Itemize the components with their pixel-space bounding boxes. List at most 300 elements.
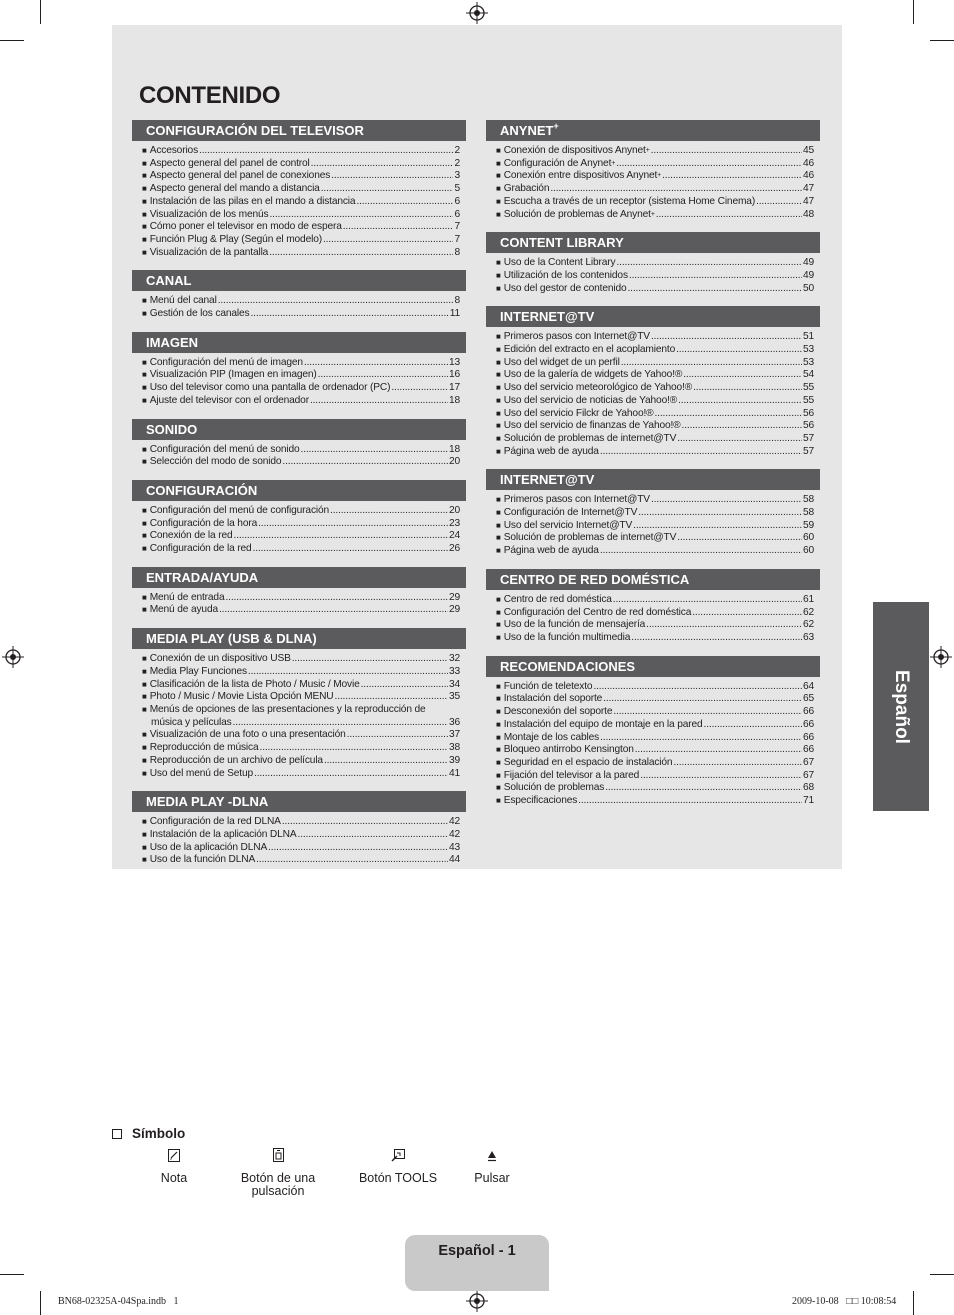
toc-entry: ■ Configuración de la red ..... 26 [132, 543, 466, 556]
page-number: 57 [802, 445, 814, 457]
toc-entry: ■ Instalación del equipo de montaje en la pared ..... 66 [486, 719, 820, 732]
square-bullet-icon: ■ [142, 196, 147, 206]
dot-leader [335, 691, 448, 704]
toc-entry: ■ Función Plug & Play (Según el modelo) ..... 7 [132, 234, 466, 247]
toc-section [486, 306, 820, 458]
dot-leader [613, 706, 802, 719]
page-number: 47 [802, 183, 814, 195]
dot-leader [600, 446, 802, 459]
page-number: 37 [448, 729, 460, 741]
page-number: 42 [448, 816, 460, 828]
symbol-label: Nota [160, 1171, 188, 1185]
section-heading: RECOMENDACIONES [486, 656, 820, 677]
square-bullet-icon: ■ [496, 332, 501, 342]
page-number: 38 [448, 742, 460, 754]
print-file-info: BN68-02325A-04Spa.indb 1 [58, 1296, 179, 1307]
dot-leader [635, 744, 802, 757]
page-number: 7 [454, 233, 460, 245]
square-bullet-icon: ■ [142, 679, 147, 689]
page-number: 2 [454, 157, 460, 169]
symbol-tools [355, 1147, 441, 1185]
toc-entry: ■ Uso de la aplicación DLNA ..... 43 [132, 842, 466, 855]
toc-entry-continuation: música y películas ..... 36 [132, 717, 466, 730]
toc-entry: ■ Instalación de las pilas en el mando a distancia ..... 6 [132, 196, 466, 209]
dot-leader [282, 816, 448, 829]
square-bullet-icon: ■ [496, 732, 501, 742]
toc-section [486, 232, 820, 295]
square-bullet-icon: ■ [496, 719, 501, 729]
dot-leader [233, 717, 448, 730]
square-bullet-icon: ■ [496, 770, 501, 780]
page-number: 56 [802, 407, 814, 419]
toc-entry: ■ Fijación del televisor a la pared ..... 67 [486, 770, 820, 783]
dot-leader [600, 732, 802, 745]
page-number: 33 [448, 665, 460, 677]
registration-mark-icon [466, 1290, 488, 1312]
square-bullet-icon: ■ [496, 370, 501, 380]
square-bullet-icon: ■ [142, 146, 147, 155]
toc-entry: ■ Cómo poner el televisor en modo de espera ..... 7 [132, 221, 466, 234]
dot-leader [621, 357, 802, 370]
square-bullet-icon: ■ [142, 692, 147, 702]
toc-section [486, 656, 820, 808]
dot-leader [651, 145, 802, 158]
toc-entry: ■ Página web de ayuda ..... 60 [486, 545, 820, 558]
square-bullet-icon: ■ [496, 171, 501, 181]
symbol-one-touch [233, 1147, 323, 1198]
dot-leader [629, 270, 802, 283]
page-number: 63 [802, 631, 814, 643]
toc-entry: ■ Conexión de un dispositivo USB ..... 32 [132, 653, 466, 666]
square-bullet-icon: ■ [142, 855, 147, 865]
square-bullet-icon: ■ [142, 296, 147, 306]
toc-entry: ■ Aspecto general del panel de conexiones ..... 3 [132, 170, 466, 183]
toc-section [132, 791, 466, 867]
toc-entry: ■ Ajuste del televisor con el ordenador ..... 18 [132, 395, 466, 408]
square-bullet-icon: ■ [496, 546, 501, 556]
square-bullet-icon: ■ [496, 421, 501, 431]
crop-mark [913, 1291, 914, 1315]
dot-leader [269, 247, 453, 260]
square-bullet-icon: ■ [142, 222, 147, 232]
toc-entry: ■ Visualización PIP (Imagen en imagen) ..... 16 [132, 369, 466, 382]
toc-entry: ■ Configuración de Internet@TV ..... 58 [486, 507, 820, 520]
toc-entry: ■ Accesorios ..... 2 [132, 145, 466, 158]
toc-entry: ■ Edición del extracto en el acoplamiento ..... 53 [486, 344, 820, 357]
page-number: 56 [802, 420, 814, 432]
square-bullet-icon: ■ [142, 171, 147, 181]
toc-entry: ■ Conexión entre dispositivos Anynet + ..... 46 [486, 170, 820, 183]
page-number: 58 [802, 494, 814, 506]
dot-leader [646, 619, 802, 632]
page-number: 26 [448, 543, 460, 555]
crop-mark [40, 0, 41, 24]
square-bullet-icon: ■ [142, 592, 147, 602]
toc-entry: ■ Conexión de dispositivos Anynet + ..... 45 [486, 145, 820, 158]
note-icon [168, 1149, 180, 1162]
toc-entry: ■ Uso del widget de un perfil ..... 53 [486, 357, 820, 370]
toc-entry: ■ Configuración de la red DLNA ..... 42 [132, 816, 466, 829]
toc-entry: ■ Uso de la función DLNA ..... 44 [132, 854, 466, 867]
dot-leader [678, 395, 802, 408]
page-number: 57 [802, 432, 814, 444]
page-number: 67 [802, 756, 814, 768]
toc-entry: ■ Uso del servicio Filckr de Yahoo!® ..... 56 [486, 408, 820, 421]
page-title: CONTENIDO [139, 82, 281, 109]
square-bullet-icon: ■ [142, 518, 147, 528]
square-bullet-icon: ■ [496, 694, 501, 704]
square-bullet-icon: ■ [496, 632, 501, 642]
page-number: 58 [802, 507, 814, 519]
toc-section [486, 120, 820, 221]
toc-entry: ■ Uso de la función de mensajería ..... 62 [486, 619, 820, 632]
square-bullet-icon: ■ [142, 743, 147, 753]
toc-entry: ■ Uso de la función multimedia ..... 63 [486, 632, 820, 645]
page-number: 59 [802, 519, 814, 531]
page-number: 62 [802, 619, 814, 631]
page-number: 55 [802, 394, 814, 406]
toc-entry: ■ Menú de entrada ..... 29 [132, 592, 466, 605]
toc-entry: ■ Especificaciones ..... 71 [486, 795, 820, 808]
toc-entry: ■ Aspecto general del panel de control ..... 2 [132, 158, 466, 171]
section-heading: SONIDO [132, 419, 466, 440]
page-number: 64 [802, 680, 814, 692]
page-number: 61 [802, 593, 814, 605]
page-number: 2 [454, 145, 460, 156]
toc-entry: ■ Función de teletexto ..... 64 [486, 681, 820, 694]
dot-leader [683, 369, 802, 382]
page-number: 42 [448, 828, 460, 840]
toc-entry: ■ Conexión de la red ..... 24 [132, 530, 466, 543]
square-bullet-icon: ■ [142, 730, 147, 740]
section-heading: CENTRO DE RED DOMÉSTICA [486, 569, 820, 590]
toc-entry: ■ Visualización de los menús ..... 6 [132, 209, 466, 222]
toc-left-column [132, 120, 466, 878]
square-bullet-icon: ■ [496, 594, 501, 604]
dot-leader [292, 653, 448, 666]
dot-leader [331, 170, 453, 183]
page-number: 44 [448, 854, 460, 866]
dot-leader [677, 532, 802, 545]
page-number: 49 [802, 257, 814, 269]
dot-leader [692, 607, 802, 620]
dot-leader [356, 196, 453, 209]
dot-leader [640, 770, 802, 783]
crop-mark [40, 1291, 41, 1315]
toc-entry: ■ Montaje de los cables ..... 66 [486, 732, 820, 745]
section-heading: CONTENT LIBRARY [486, 232, 820, 253]
square-bullet-icon: ■ [496, 508, 501, 518]
page-number: 32 [448, 653, 460, 665]
dot-leader [218, 295, 454, 308]
section-heading: MEDIA PLAY (USB & DLNA) [132, 628, 466, 649]
toc-right-column [486, 120, 820, 819]
dot-leader [600, 545, 802, 558]
dot-leader [268, 842, 448, 855]
toc-entry: ■ Seguridad en el espacio de instalación ..... 67 [486, 757, 820, 770]
square-bullet-icon: ■ [496, 283, 501, 293]
section-heading: ANYNET+ [486, 120, 820, 141]
square-bullet-icon: ■ [496, 533, 501, 543]
section-heading: INTERNET@TV [486, 306, 820, 327]
square-bullet-icon: ■ [142, 247, 147, 257]
toc-entry: ■ Configuración del Centro de red doméstica ..... 62 [486, 607, 820, 620]
square-bullet-icon: ■ [496, 607, 501, 617]
toc-entry: ■ Visualización de una foto o una presentación ..... 37 [132, 729, 466, 742]
toc-section [132, 419, 466, 469]
page-number: 7 [454, 221, 460, 233]
toc-entry: ■ Uso de la Content Library ..... 49 [486, 257, 820, 270]
page-number: 55 [802, 382, 814, 394]
page-number: 3 [454, 170, 460, 182]
page-number: 43 [448, 841, 460, 853]
dot-leader [260, 742, 448, 755]
toc-entry: ■ Uso del servicio de noticias de Yahoo!® ..... 55 [486, 395, 820, 408]
dot-leader [633, 520, 802, 533]
toc-entry: ■ Uso de la galería de widgets de Yahoo!® ..... 54 [486, 369, 820, 382]
page-number: 66 [802, 718, 814, 730]
square-bullet-icon: ■ [496, 408, 501, 418]
page-number: 18 [448, 443, 460, 455]
square-bullet-icon: ■ [496, 495, 501, 505]
square-bullet-icon: ■ [142, 383, 147, 393]
toc-entry: ■ Solución de problemas ..... 68 [486, 782, 820, 795]
dot-leader [693, 382, 802, 395]
toc-entry: ■ Primeros pasos con Internet@TV ..... 58 [486, 494, 820, 507]
page-number: 41 [448, 767, 460, 779]
symbol-label: Pulsar [474, 1171, 510, 1185]
registration-mark-icon [930, 646, 952, 668]
dot-leader [324, 755, 448, 768]
square-bullet-icon: ■ [142, 605, 147, 615]
dot-leader [550, 183, 802, 196]
toc-section [486, 569, 820, 645]
page-number: 46 [802, 157, 814, 169]
dot-leader [253, 543, 448, 556]
page-number: 23 [448, 517, 460, 529]
page-number: 50 [802, 282, 814, 294]
checkbox-bullet-icon [112, 1129, 122, 1139]
square-bullet-icon: ■ [496, 158, 501, 168]
page-number: 66 [802, 706, 814, 718]
section-heading: MEDIA PLAY -DLNA [132, 791, 466, 812]
toc-entry: ■ Media Play Funciones ..... 33 [132, 666, 466, 679]
dot-leader [248, 666, 448, 679]
page-number: 60 [802, 532, 814, 544]
dot-leader [656, 209, 802, 222]
dot-leader [673, 757, 802, 770]
language-tab-label: Español [891, 669, 912, 744]
dot-leader [347, 729, 448, 742]
page-number: 29 [448, 591, 460, 603]
dot-leader [250, 308, 448, 321]
dot-leader [361, 679, 448, 692]
section-heading: CANAL [132, 270, 466, 291]
toc-entry: ■ Aspecto general del mando a distancia ..... 5 [132, 183, 466, 196]
page-number: 62 [802, 606, 814, 618]
toc-entry: ■ Primeros pasos con Internet@TV ..... 51 [486, 331, 820, 344]
square-bullet-icon: ■ [496, 357, 501, 367]
square-bullet-icon: ■ [496, 345, 501, 355]
square-bullet-icon: ■ [496, 383, 501, 393]
dot-leader [603, 693, 802, 706]
toc-entry: ■ Configuración del menú de imagen ..... 13 [132, 357, 466, 370]
page-number: 45 [802, 145, 814, 156]
square-bullet-icon: ■ [142, 768, 147, 778]
square-bullet-icon: ■ [142, 457, 147, 467]
dot-leader [676, 344, 802, 357]
square-bullet-icon: ■ [142, 209, 147, 219]
toc-entry: ■ Desconexión del soporte ..... 66 [486, 706, 820, 719]
square-bullet-icon: ■ [142, 234, 147, 244]
symbol-label: Botón de una [240, 1171, 316, 1185]
square-bullet-icon: ■ [142, 184, 147, 194]
page-number: 20 [448, 504, 460, 516]
page-number: 66 [802, 731, 814, 743]
page-number: 20 [448, 456, 460, 468]
toc-entry: ■ Clasificación de la lista de Photo / Music / Movie ..... 34 [132, 679, 466, 692]
tools-button-icon [391, 1149, 405, 1162]
page-number: 8 [454, 295, 460, 307]
crop-mark [930, 1274, 954, 1275]
toc-entry: ■ Bloqueo antirrobo Kensington ..... 66 [486, 744, 820, 757]
dot-leader [321, 183, 454, 196]
square-bullet-icon: ■ [142, 309, 147, 319]
dot-leader [304, 357, 448, 370]
dot-leader [578, 795, 802, 808]
page-number: 8 [454, 246, 460, 258]
page-number: 71 [802, 795, 814, 807]
page-number: 6 [454, 195, 460, 207]
toc-entry: ■ Uso del servicio meteorológico de Yahoo!® ..... 55 [486, 382, 820, 395]
square-bullet-icon: ■ [142, 370, 147, 380]
press-icon [487, 1149, 497, 1162]
toc-entry: ■ Instalación de la aplicación DLNA ..... 42 [132, 829, 466, 842]
square-bullet-icon: ■ [496, 796, 501, 806]
one-touch-button-icon [273, 1148, 284, 1162]
dot-leader [704, 719, 802, 732]
language-side-tab [873, 602, 929, 811]
page-number-label: Español - 1 [438, 1243, 516, 1259]
toc-entry: ■ Uso del servicio Internet@TV ..... 59 [486, 520, 820, 533]
dot-leader [301, 444, 448, 457]
dot-leader [593, 681, 802, 694]
page-number: 46 [802, 170, 814, 182]
square-bullet-icon: ■ [142, 531, 147, 541]
square-bullet-icon: ■ [142, 544, 147, 554]
square-bullet-icon: ■ [142, 158, 147, 168]
section-heading: IMAGEN [132, 332, 466, 353]
square-bullet-icon: ■ [142, 842, 147, 852]
symbol-label-line2: pulsación [251, 1184, 305, 1198]
toc-entry: ■ Utilización de los contenidos ..... 49 [486, 270, 820, 283]
toc-entry: ■ Solución de problemas de internet@TV ..... 57 [486, 433, 820, 446]
page-number: 39 [448, 754, 460, 766]
page-number: 49 [802, 269, 814, 281]
square-bullet-icon: ■ [496, 681, 501, 691]
page-number: 24 [448, 530, 460, 542]
dot-leader [310, 395, 448, 408]
toc-entry: ■ Reproducción de un archivo de película ..... 39 [132, 755, 466, 768]
dot-leader [343, 221, 454, 234]
square-bullet-icon: ■ [496, 184, 501, 194]
square-bullet-icon: ■ [496, 258, 501, 268]
toc-entry: ■ Configuración de la hora ..... 23 [132, 518, 466, 531]
page-number: 17 [448, 382, 460, 394]
dot-leader [677, 433, 802, 446]
toc-entry: ■ Gestión de los canales ..... 11 [132, 308, 466, 321]
square-bullet-icon: ■ [496, 433, 501, 443]
toc-entry: ■ Uso del servicio de finanzas de Yahoo!® ..... 56 [486, 420, 820, 433]
page-number: 65 [802, 693, 814, 705]
toc-section [132, 628, 466, 780]
crop-mark [0, 40, 24, 41]
toc-entry: ■ Uso del gestor de contenido ..... 50 [486, 283, 820, 296]
dot-leader [199, 145, 453, 158]
square-bullet-icon: ■ [496, 520, 501, 530]
registration-mark-icon [2, 646, 24, 668]
dot-leader [330, 505, 448, 518]
page-number: 47 [802, 195, 814, 207]
toc-entry: ■ Uso del televisor como una pantalla de ordenador (PC) ..... 17 [132, 382, 466, 395]
dot-leader [605, 782, 802, 795]
square-bullet-icon: ■ [496, 446, 501, 456]
square-bullet-icon: ■ [142, 357, 147, 367]
square-bullet-icon: ■ [142, 817, 147, 827]
page-number: 36 [448, 716, 460, 728]
registration-mark-icon [466, 2, 488, 24]
dot-leader [613, 594, 802, 607]
crop-mark [0, 1274, 24, 1275]
crop-mark [913, 0, 914, 24]
toc-entry: ■ Uso del menú de Setup ..... 41 [132, 768, 466, 781]
dot-leader [270, 209, 454, 222]
toc-section [132, 270, 466, 320]
dot-leader [256, 854, 448, 867]
dot-leader [638, 507, 802, 520]
dot-leader [318, 369, 448, 382]
section-heading: ENTRADA/AYUDA [132, 567, 466, 588]
dot-leader [254, 768, 448, 781]
square-bullet-icon: ■ [496, 209, 501, 219]
toc-entry: ■ Centro de red doméstica ..... 61 [486, 594, 820, 607]
toc-entry: ■ Instalación del soporte ..... 65 [486, 693, 820, 706]
page-number: 60 [802, 545, 814, 557]
dot-leader [298, 829, 448, 842]
page-number: 48 [802, 208, 814, 220]
page-number: 5 [454, 183, 460, 195]
square-bullet-icon: ■ [142, 704, 147, 714]
square-bullet-icon: ■ [142, 654, 147, 664]
toc-entry: ■ Escucha a través de un receptor (sistema Home Cinema) ..... 47 [486, 196, 820, 209]
square-bullet-icon: ■ [496, 707, 501, 717]
dot-leader [628, 283, 802, 296]
square-bullet-icon: ■ [496, 395, 501, 405]
dot-leader [756, 196, 802, 209]
dot-leader [391, 382, 448, 395]
square-bullet-icon: ■ [496, 757, 501, 767]
dot-leader [662, 170, 802, 183]
page-number: 68 [802, 782, 814, 794]
section-heading: INTERNET@TV [486, 469, 820, 490]
symbol-note [144, 1147, 204, 1185]
toc-entry: ■ Menús de opciones de las presentaciones y la reproducción de [142, 703, 426, 715]
print-datetime: 2009-10-08 □□ 10:08:54 [792, 1296, 897, 1307]
square-bullet-icon: ■ [496, 745, 501, 755]
toc-entry: ■ Solución de problemas de internet@TV ..... 60 [486, 532, 820, 545]
symbol-press [467, 1147, 517, 1185]
toc-section [132, 332, 466, 408]
